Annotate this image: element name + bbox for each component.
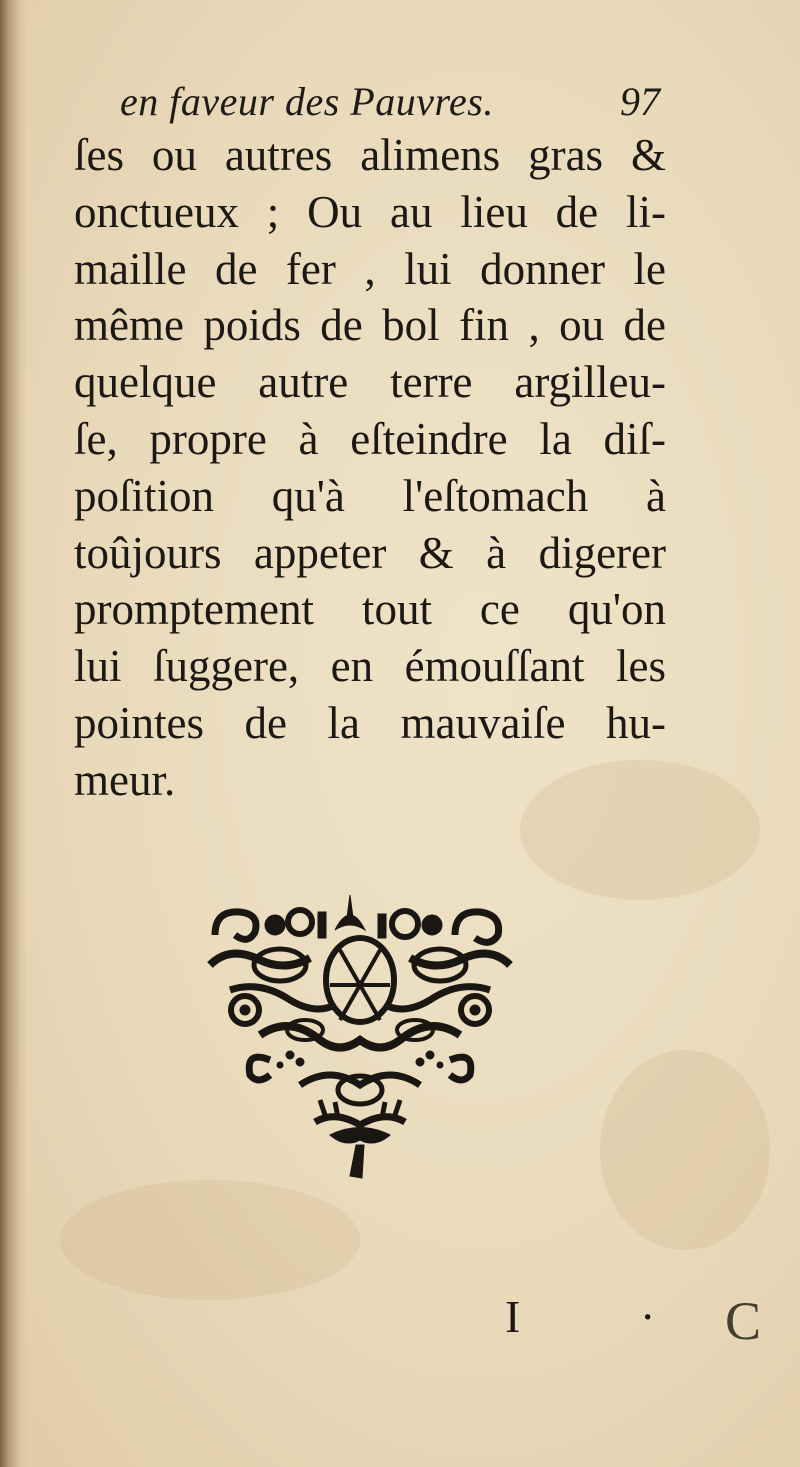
paper-stain: [60, 1180, 360, 1300]
text-line: ſes ou autres alimens gras &: [74, 130, 666, 180]
text-line: ſe, propre à eſteindre la diſ-: [74, 413, 666, 464]
text-line: onctueux ; Ou au lieu de li-: [74, 186, 666, 237]
catchword: C: [725, 1291, 762, 1351]
text-line: promptement tout ce qu'on: [74, 584, 666, 635]
spine-shadow: [0, 0, 28, 1467]
running-head: en faveur des Pauvres.: [120, 79, 494, 124]
body-text: [74, 127, 666, 809]
signature-dot: ·: [640, 1291, 656, 1342]
signature-mark: I: [505, 1291, 521, 1342]
paper-stain: [600, 1050, 770, 1250]
text-line: meur.: [74, 754, 176, 805]
page-number: 97: [620, 79, 660, 124]
text-line: toûjours appeter & à digerer: [74, 527, 666, 578]
text-line: pointes de la mauvaiſe hu-: [74, 697, 666, 748]
text-line: quelque autre terre argilleu-: [74, 357, 666, 408]
text-line: maille de fer , lui donner le: [74, 243, 666, 294]
floral-tailpiece-ornament-icon: [200, 890, 520, 1180]
text-line: lui ſuggere, en émouſſant les: [74, 641, 666, 692]
text-line: poſition qu'à l'eſtomach à: [74, 470, 666, 521]
page-header: [120, 78, 660, 128]
text-line: même poids de bol fin , ou de: [74, 300, 666, 351]
